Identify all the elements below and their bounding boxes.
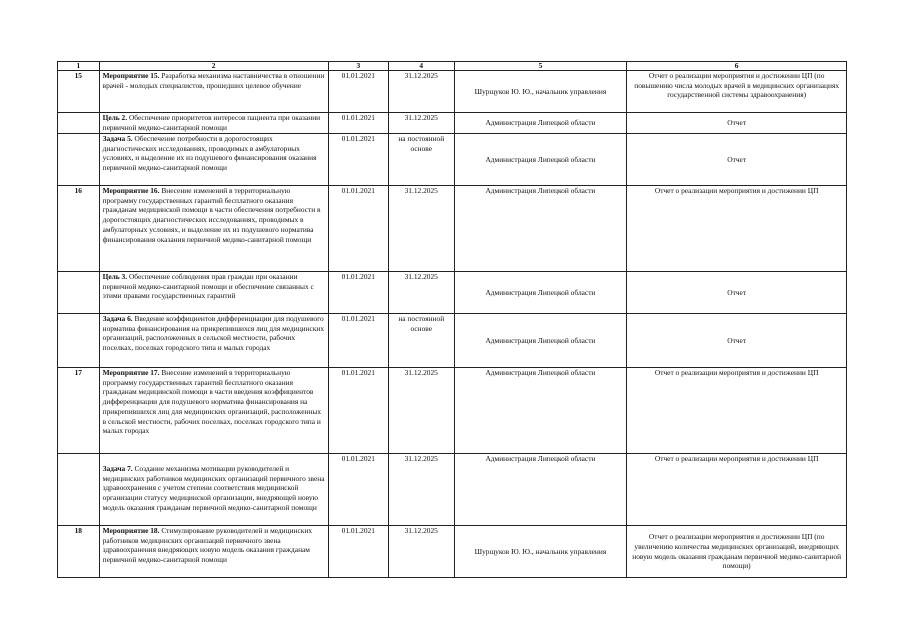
row-description [99,454,328,526]
end-date: 31.12.2025 [388,272,454,314]
start-date: 01.01.2021 [328,272,388,314]
table-row [58,134,847,186]
end-date: 31.12.2025 [388,113,454,134]
table-row [58,113,847,134]
row-number: 17 [58,368,100,454]
start-date: 01.01.2021 [328,526,388,578]
responsible: Администрация Липецкой области [454,272,627,314]
row-description [99,314,328,368]
end-date: 31.12.2025 [388,186,454,272]
row-description [99,272,328,314]
row-description [99,526,328,578]
responsible: Администрация Липецкой области [454,186,627,272]
result: Отчет [627,134,847,186]
column-header: 3 [328,62,388,71]
row-number [58,314,100,368]
column-header: 2 [99,62,328,71]
table-row [58,186,847,272]
responsible: Администрация Липецкой области [454,368,627,454]
row-label: Мероприятие 17. [102,368,160,377]
row-label: Мероприятие 15. [102,71,160,80]
row-number [58,454,100,526]
table-row [58,272,847,314]
row-text: Обеспечение приоритетов интересов пациента при оказании первичной медико-санитарной помощи [102,113,321,132]
table-row [58,454,847,526]
row-description [99,113,328,134]
row-text: Введение коэффициентов дифференциации для подушевого норматива финансирования на прикрепившихся лиц для медицинских организаций, расположенных в сельской местности, рабочих поселках, поселках городского типа и малых городах [102,314,325,353]
row-description [99,71,328,113]
start-date: 01.01.2021 [328,113,388,134]
table-row [58,526,847,578]
result: Отчет о реализации мероприятия и достижении ЦП (по повышению числа молодых врачей в медицинских организациях государственной системы здравоохранения) [627,71,847,113]
table-row [58,71,847,113]
row-number [58,113,100,134]
row-text: Внесение изменений в территориальную программу государственных гарантий бесплатного оказания гражданам медицинской помощи в части обеспечения потребности в дорогостоящих диагностических исследованиях, проводимых в амбулаторных условиях, и выделение их из подушевого норматива финансирования оказания первичной медико-санитарной помощи [102,186,321,244]
row-description [99,186,328,272]
column-header: 4 [388,62,454,71]
row-label: Задача 5. [102,134,133,143]
result: Отчет [627,113,847,134]
start-date: 01.01.2021 [328,368,388,454]
result: Отчет [627,272,847,314]
row-label: Задача 6. [102,314,133,323]
responsible: Администрация Липецкой области [454,314,627,368]
row-text: Обеспечение соблюдения прав граждан при оказании первичной медико-санитарной помощи и обеспечение связанных с этими правами государственных гарантий [102,272,314,301]
result: Отчет [627,314,847,368]
row-text: Внесение изменений в территориальную программу государственных гарантий бесплатного оказания гражданам медицинской помощи в части введения коэффициентов дифференциации для подушевого норматива финансирования на прикрепившихся лиц для медицинских организаций, расположенных в сельской местности, рабочих поселках, поселках городского типа и малых городах [102,368,322,436]
column-header: 1 [58,62,100,71]
row-description [99,134,328,186]
row-description [99,368,328,454]
table-header-row [58,62,847,71]
start-date: 01.01.2021 [328,71,388,113]
result: Отчет о реализации мероприятия и достижении ЦП [627,454,847,526]
row-text: Создание механизма мотивации руководителей и медицинских работников медицинских организаций первичного звена здравоохранения с учетом степени соответствия медицинской организации статусу медицинской организации, внедряющей новую модель оказания гражданам первичной медико-санитарной помощи [102,464,325,512]
row-label: Цель 3. [102,272,128,281]
responsible: Шурщуков Ю. Ю., начальник управления [454,71,627,113]
end-date: на постоянной основе [388,134,454,186]
responsible: Администрация Липецкой области [454,113,627,134]
responsible: Администрация Липецкой области [454,134,627,186]
row-label: Цель 2. [102,113,128,122]
column-header: 5 [454,62,627,71]
row-number [58,272,100,314]
end-date: 31.12.2025 [388,368,454,454]
start-date: 01.01.2021 [328,134,388,186]
measures-table [57,61,847,578]
table-row [58,314,847,368]
end-date: 31.12.2025 [388,71,454,113]
column-header: 6 [627,62,847,71]
row-text: Стимулирование руководителей и медицинских работников медицинских организаций первичного звена здравоохранения внедряющих новую модель оказания гражданам первичной медико-санитарной помощи [102,526,313,565]
start-date: 01.01.2021 [328,314,388,368]
responsible: Шурщуков Ю. Ю., начальник управления [454,526,627,578]
table-row [58,368,847,454]
row-number: 16 [58,186,100,272]
responsible: Администрация Липецкой области [454,454,627,526]
row-label: Задача 7. [102,464,133,473]
row-number: 15 [58,71,100,113]
end-date: на постоянной основе [388,314,454,368]
row-number [58,134,100,186]
result: Отчет о реализации мероприятия и достижении ЦП [627,368,847,454]
start-date: 01.01.2021 [328,186,388,272]
row-text: Обеспечение потребности в дорогостоящих диагностических исследованиях, проводимых в амбулаторных условиях, и выделение их из подушевого финансирования оказания первичной медико-санитарной помощи [102,134,317,173]
row-number: 18 [58,526,100,578]
row-label: Мероприятие 16. [102,186,160,195]
result: Отчет о реализации мероприятия и достижении ЦП [627,186,847,272]
end-date: 31.12.2025 [388,526,454,578]
row-text: Разработка механизма наставничества в отношении врачей - молодых специалистов, прошедших целевое обучение [102,71,325,90]
row-label: Мероприятие 18. [102,526,160,535]
end-date: 31.12.2025 [388,454,454,526]
start-date: 01.01.2021 [328,454,388,526]
result: Отчет о реализации мероприятия и достижении ЦП (по увеличению количества медицинских организаций, внедряющих новую модель оказания гражданам первичной медико-санитарной помощи) [627,526,847,578]
